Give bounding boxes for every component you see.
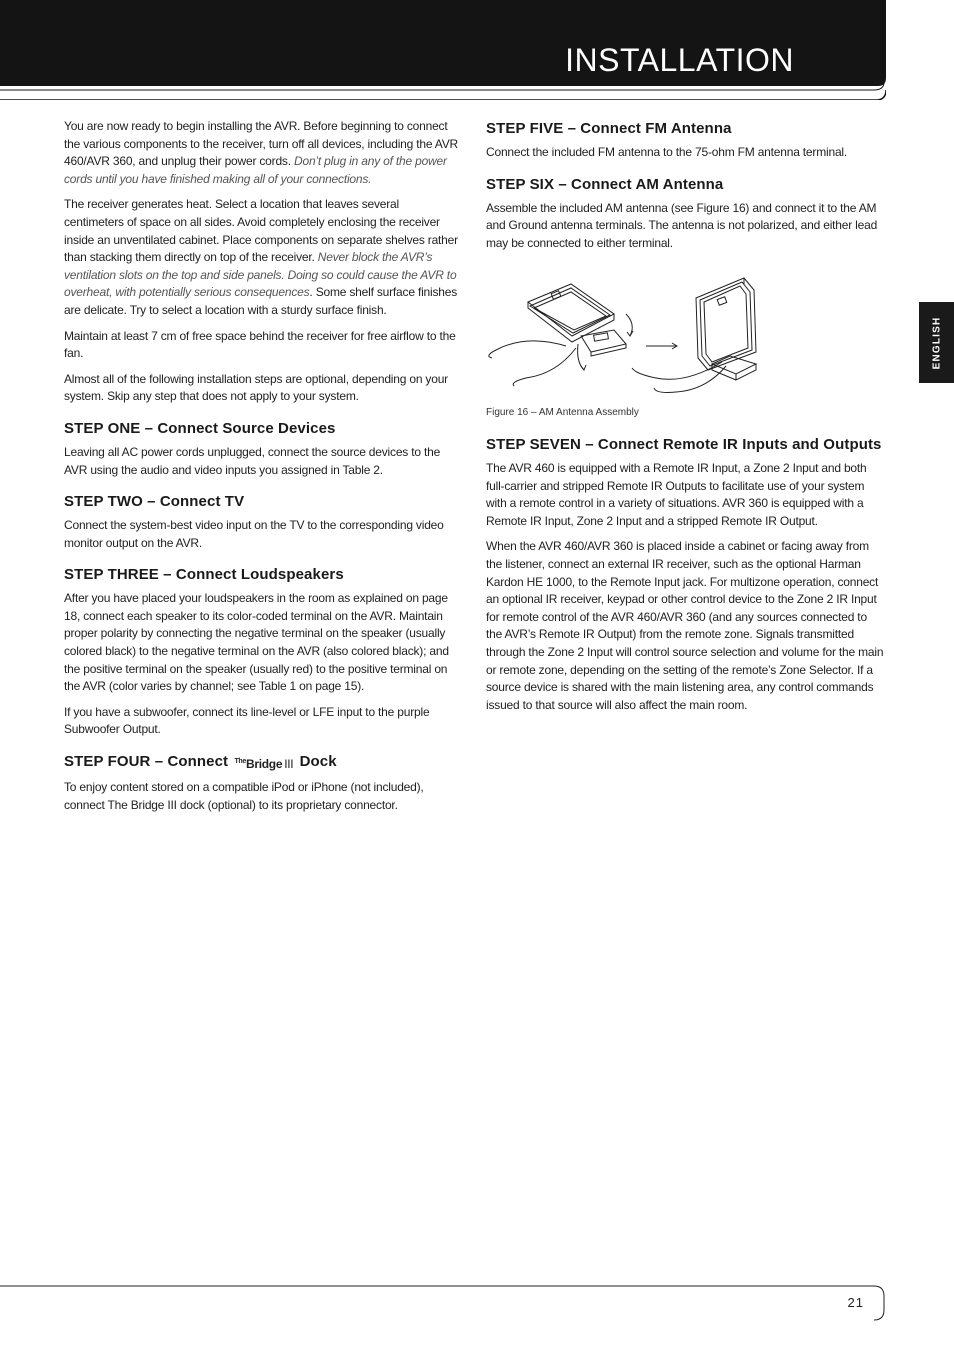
page-footer: [0, 1284, 886, 1324]
step-five-text: Connect the included FM antenna to the 75-ohm FM antenna terminal.: [486, 145, 848, 159]
step-seven-heading: STEP SEVEN – Connect Remote IR Inputs and Outputs: [486, 435, 882, 453]
step-four-text: To enjoy content stored on a compatible iPod or iPhone (not included), connect The Bridge III dock (optional) to its proprietary connector.: [64, 780, 424, 812]
step-seven-text-1: The AVR 460 is equipped with a Remote IR Input, a Zone 2 Input and both full-carrier and stripped Remote IR Outputs to facilitate use of your system with a remote control in a variety of situations. AVR 360 is equipped with a Remote IR Input, Zone 2 Input and a stripped Remote IR Output.: [486, 460, 867, 528]
page-number: 21: [847, 1295, 864, 1310]
step-two-heading: STEP TWO – Connect TV: [64, 493, 245, 511]
step-one-heading: STEP ONE – Connect Source Devices: [64, 419, 336, 437]
right-column: [486, 118, 884, 722]
step-three-text-1: After you have placed your loudspeakers in the room as explained on page 18, connect each speaker to its color-coded terminal on the AVR. Maintain proper polarity by connecting the negative terminal on the speaker (usually colored black) to the negative terminal on the AVR (also colored black); and the positive terminal on the speaker (usually red) to the positive terminal on the AVR (color varies by channel; see Table 1 on page 15).: [64, 591, 449, 694]
footer-rule: [0, 1284, 886, 1324]
intro-paragraph-1: You are now ready to begin installing the AVR. Before beginning to connect the various components to the receiver, turn off all devices, including the AVR 460/AVR 360, and unplug their power cords. Don’t plug in any of the power cords until you have finished making all of your connections.: [64, 119, 458, 186]
figure-caption: Figure 16 – AM Antenna Assembly: [486, 406, 639, 418]
intro-paragraph-3: Maintain at least 7 cm of free space behind the receiver for free airflow to the fan.: [64, 328, 456, 361]
the-bridge-logo: $^{The}$Bridge III: [234, 757, 294, 772]
page-header: [0, 0, 886, 100]
left-column: [64, 118, 460, 822]
page-title: INSTALLATION: [565, 42, 794, 78]
step-four-heading: STEP FOUR – Connect $^{The}$Bridge III Dock: [64, 753, 337, 772]
step-three-heading: STEP THREE – Connect Loudspeakers: [64, 566, 344, 584]
language-tab: [919, 302, 954, 383]
intro-paragraph-2: The receiver generates heat. Select a location that leaves several centimeters of space on all sides. Avoid completely enclosing the receiver inside an unventilated cabinet. Place components on separate shelves rather than stacking them directly on top of the receiver. Never block the AVR’s ventilation slots on the top and side panels. Doing so could cause the AVR to overheat, with potentially serious consequences. Some shelf surface finishes are delicate. Try to select a location with a sturdy surface finish.: [64, 197, 458, 317]
step-five-heading: STEP FIVE – Connect FM Antenna: [486, 120, 732, 137]
step-three-text-2: If you have a subwoofer, connect its line-level or LFE input to the purple Subwoofer Output.: [64, 704, 430, 737]
step-seven-text-2: When the AVR 460/AVR 360 is placed inside a cabinet or facing away from the listener, connect an external IR receiver, such as the optional Harman Kardon HE 1000, to the Remote Input jack. For multizone operation, connect an optional IR receiver, keypad or other control device to the Zone 2 IR Input for remote control of the AVR 460/AVR 360 (and any sources connected to the AVR’s Remote IR Output) from the remote zone. Signals transmitted through the Zone 2 Input will control source selection and volume for the main or remote zone, depending on the setting of the remote’s Zone Selector. If a source device is shared with the main listening area, any control commands issued to that source will also affect the main room.: [486, 539, 884, 712]
step-two-text: Connect the system-best video input on the TV to the corresponding video monitor output on the AVR.: [64, 518, 444, 550]
am-antenna-figure: [486, 274, 766, 394]
step-six-heading: STEP SIX – Connect AM Antenna: [486, 175, 724, 193]
language-tab-label: ENGLISH: [931, 316, 942, 369]
step-six-text: Assemble the included AM antenna (see Figure 16) and connect it to the AM and Ground antenna terminals. The antenna is not polarized, and either lead may be connected to either terminal.: [486, 200, 878, 250]
intro-paragraph-4: Almost all of the following installation steps are optional, depending on your system. Skip any step that does not apply to your system.: [64, 371, 448, 404]
step-one-text: Leaving all AC power cords unplugged, connect the source devices to the AVR using the audio and video inputs you assigned in Table 2.: [64, 444, 441, 477]
